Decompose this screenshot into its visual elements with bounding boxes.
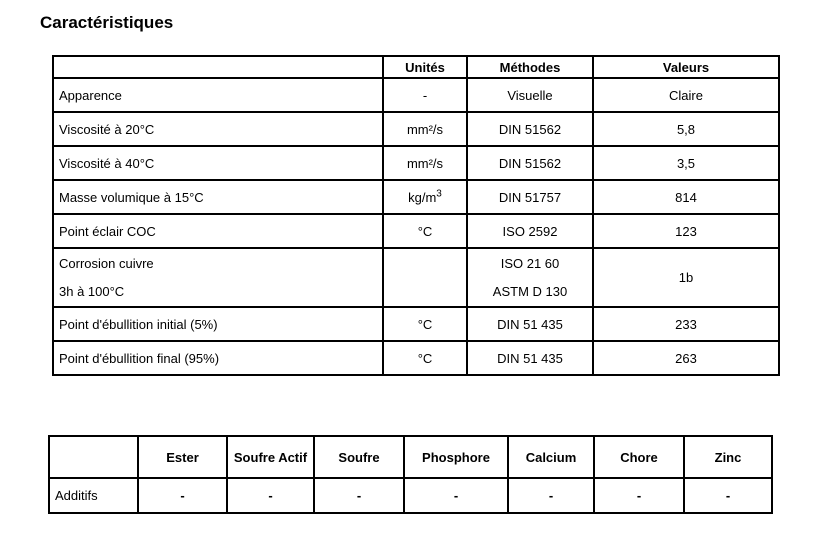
table-row	[53, 180, 779, 214]
column-header-methodes: Méthodes	[467, 56, 593, 78]
page-title: Caractéristiques	[40, 13, 174, 32]
additives-row	[49, 478, 772, 513]
row-label: Additifs	[49, 478, 138, 513]
unit-cell	[383, 248, 467, 307]
value-cell: 123	[593, 214, 779, 248]
table-row	[53, 341, 779, 375]
value-cell: -	[594, 478, 684, 513]
table-row	[53, 146, 779, 180]
column-header-ester: Ester	[138, 436, 227, 478]
column-header-phosphore: Phosphore	[404, 436, 508, 478]
row-label: Viscosité à 20°C	[53, 112, 383, 146]
column-header-soufre: Soufre	[314, 436, 404, 478]
unit-superscript: 3	[436, 188, 442, 200]
column-header-empty	[49, 436, 138, 478]
column-header-chore: Chore	[594, 436, 684, 478]
method-cell: Visuelle	[467, 78, 593, 112]
value-cell: -	[138, 478, 227, 513]
row-label: Point d'ébullition initial (5%)	[53, 307, 383, 341]
method-cell: DIN 51562	[467, 146, 593, 180]
table-row-corrosion	[53, 248, 779, 307]
unit-cell: °C	[383, 341, 467, 375]
method-line1: ISO 21 60	[500, 255, 560, 271]
value-cell: 263	[593, 341, 779, 375]
method-cell: DIN 51757	[467, 180, 593, 214]
method-line2: ASTM D 130	[492, 283, 568, 299]
column-header-calcium: Calcium	[508, 436, 594, 478]
unit-cell	[383, 180, 467, 214]
method-cell: DIN 51 435	[467, 341, 593, 375]
unit-cell: mm²/s	[383, 112, 467, 146]
additives-table	[48, 435, 773, 514]
column-header-zinc: Zinc	[684, 436, 772, 478]
value-cell: Claire	[593, 78, 779, 112]
value-cell: 814	[593, 180, 779, 214]
column-header-empty	[53, 56, 383, 78]
value-cell: 3,5	[593, 146, 779, 180]
value-cell: 1b	[593, 248, 779, 307]
unit-text: kg/m	[408, 189, 437, 205]
unit-cell: °C	[383, 307, 467, 341]
value-cell: -	[508, 478, 594, 513]
unit-cell: -	[383, 78, 467, 112]
table-row	[53, 307, 779, 341]
method-cell	[467, 248, 593, 307]
row-label: Masse volumique à 15°C	[53, 180, 383, 214]
row-label-line1: Corrosion cuivre	[59, 255, 154, 271]
column-header-valeurs: Valeurs	[593, 56, 779, 78]
unit-cell: mm²/s	[383, 146, 467, 180]
unit-cell: °C	[383, 214, 467, 248]
column-header-unites: Unités	[383, 56, 467, 78]
table-header-row	[53, 56, 779, 78]
method-cell: DIN 51 435	[467, 307, 593, 341]
table-row	[53, 214, 779, 248]
value-cell: -	[314, 478, 404, 513]
value-cell: 233	[593, 307, 779, 341]
method-cell: DIN 51562	[467, 112, 593, 146]
value-cell: -	[684, 478, 772, 513]
row-label: Viscosité à 40°C	[53, 146, 383, 180]
value-cell: -	[227, 478, 314, 513]
row-label-line2: 3h à 100°C	[59, 283, 125, 299]
value-cell: 5,8	[593, 112, 779, 146]
row-label: Apparence	[53, 78, 383, 112]
column-header-soufre-actif: Soufre Actif	[227, 436, 314, 478]
characteristics-table	[52, 55, 780, 376]
value-cell: -	[404, 478, 508, 513]
additives-header-row	[49, 436, 772, 478]
row-label: Point d'ébullition final (95%)	[53, 341, 383, 375]
row-label: Point éclair COC	[53, 214, 383, 248]
table-row	[53, 78, 779, 112]
table-row	[53, 112, 779, 146]
row-label	[53, 248, 383, 307]
method-cell: ISO 2592	[467, 214, 593, 248]
